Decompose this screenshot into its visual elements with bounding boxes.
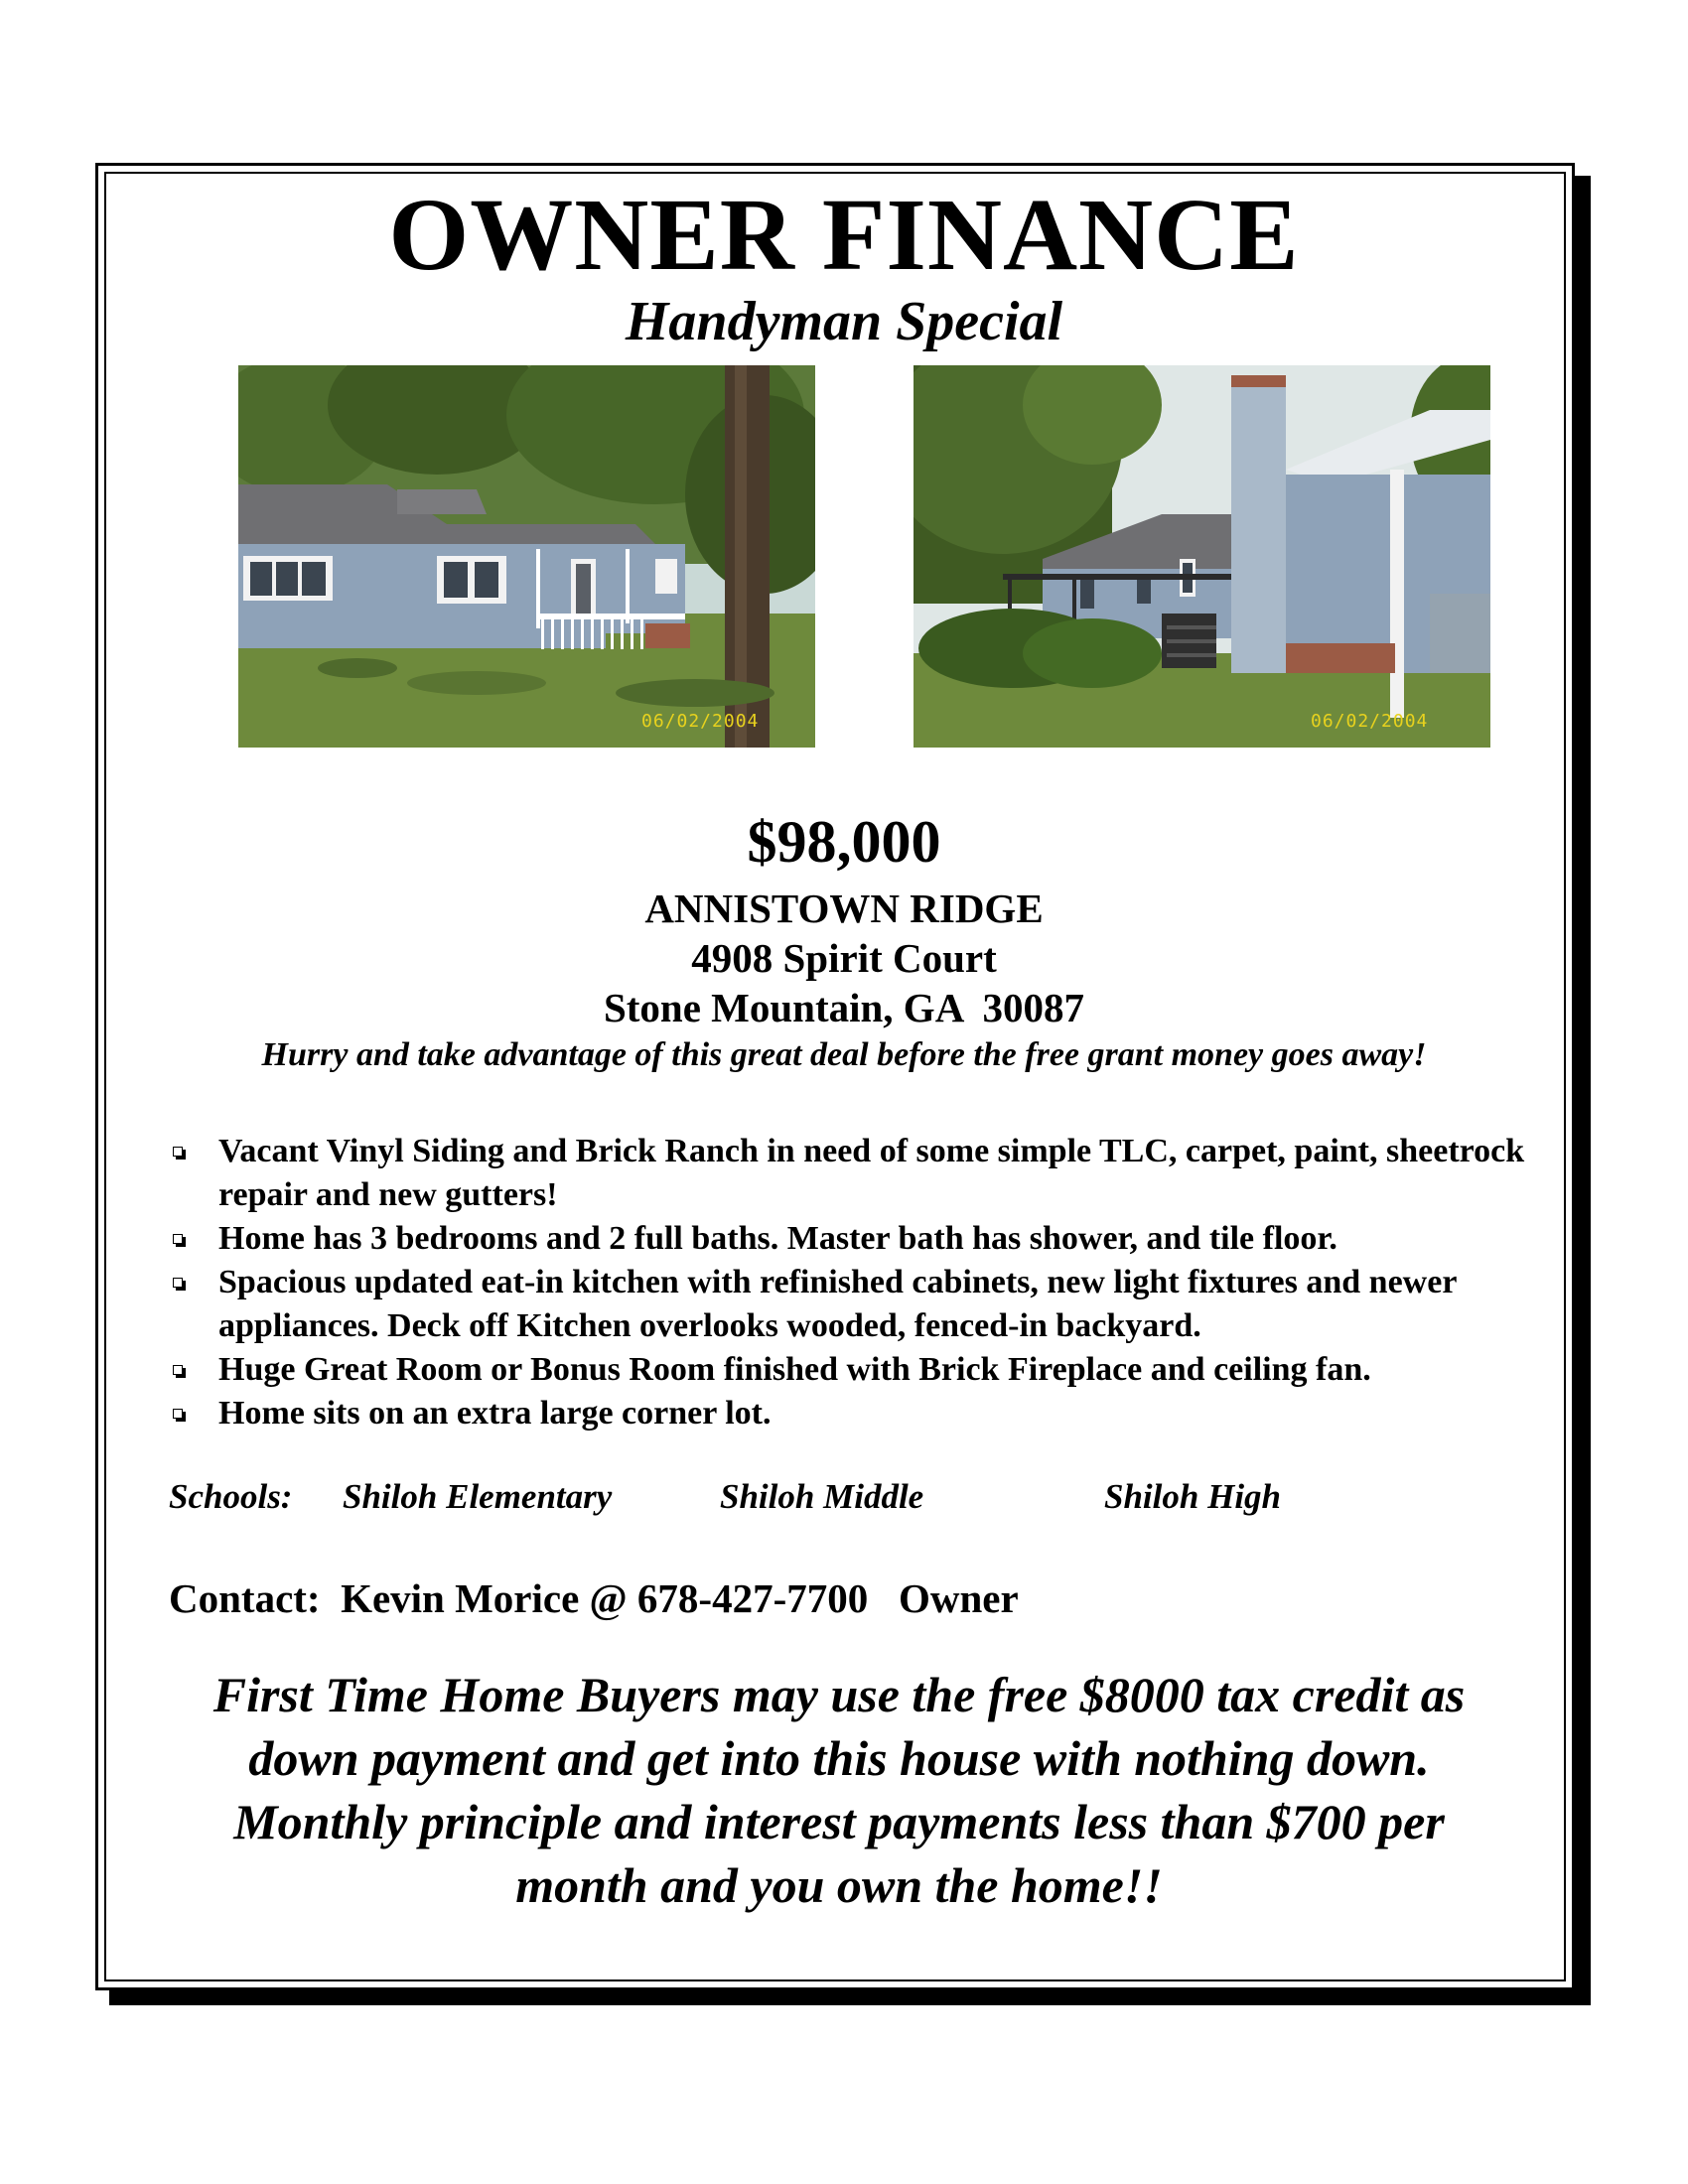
feature-text: Vacant Vinyl Siding and Brick Ranch in need of some simple TLC, carpet, paint, sheetrock repair and new gutters! — [218, 1133, 1525, 1213]
checkbox-bullet-icon — [173, 1234, 183, 1244]
checkbox-bullet-icon — [173, 1365, 183, 1375]
middle-school: Shiloh Middle — [720, 1477, 924, 1516]
photo-datestamp: 06/02/2004 — [1311, 711, 1429, 732]
high-school: Shiloh High — [1104, 1477, 1282, 1516]
schools-label: Schools: — [169, 1477, 293, 1516]
list-item — [169, 1348, 1559, 1392]
contact-line: Contact: Kevin Morice @ 678-427-7700 Owner — [169, 1575, 1019, 1621]
flyer-title: OWNER FINANCE — [388, 178, 1300, 292]
promo-line-4: month and you own the home!! — [515, 1857, 1163, 1913]
flyer-subtitle: Handyman Special — [625, 291, 1063, 352]
feature-text: Home has 3 bedrooms and 2 full baths. Master bath has shower, and tile floor. — [218, 1220, 1337, 1257]
list-item — [169, 1392, 1559, 1435]
promo-line-3: Monthly principle and interest payments less than $700 per — [233, 1794, 1445, 1849]
list-item — [169, 1130, 1559, 1217]
feature-list — [169, 1130, 1559, 1435]
elementary-school: Shiloh Elementary — [343, 1477, 613, 1516]
checkbox-bullet-icon — [173, 1409, 183, 1419]
feature-text: Spacious updated eat-in kitchen with refinished cabinets, new light fixtures and newer appliances. Deck off Kitchen overlooks wooded, fenced-in backyard. — [218, 1264, 1457, 1344]
house-front-photo — [238, 365, 815, 748]
house-side-photo — [914, 365, 1490, 748]
subdivision-name: ANNISTOWN RIDGE — [644, 886, 1044, 931]
checkbox-bullet-icon — [173, 1278, 183, 1288]
checkbox-bullet-icon — [173, 1147, 183, 1157]
urgency-tagline: Hurry and take advantage of this great deal before the free grant money goes away! — [261, 1036, 1427, 1073]
list-item — [169, 1261, 1559, 1348]
listing-price: $98,000 — [747, 809, 941, 875]
promo-line-1: First Time Home Buyers may use the free $8000 tax credit as — [212, 1667, 1466, 1722]
promo-line-2: down payment and get into this house with nothing down. — [248, 1730, 1430, 1786]
feature-text: Huge Great Room or Bonus Room finished with Brick Fireplace and ceiling fan. — [218, 1351, 1371, 1388]
city-state-zip: Stone Mountain, GA 30087 — [603, 985, 1085, 1030]
feature-text: Home sits on an extra large corner lot. — [218, 1395, 772, 1432]
list-item — [169, 1217, 1559, 1261]
street-address: 4908 Spirit Court — [691, 935, 997, 981]
photo-datestamp: 06/02/2004 — [641, 711, 760, 732]
